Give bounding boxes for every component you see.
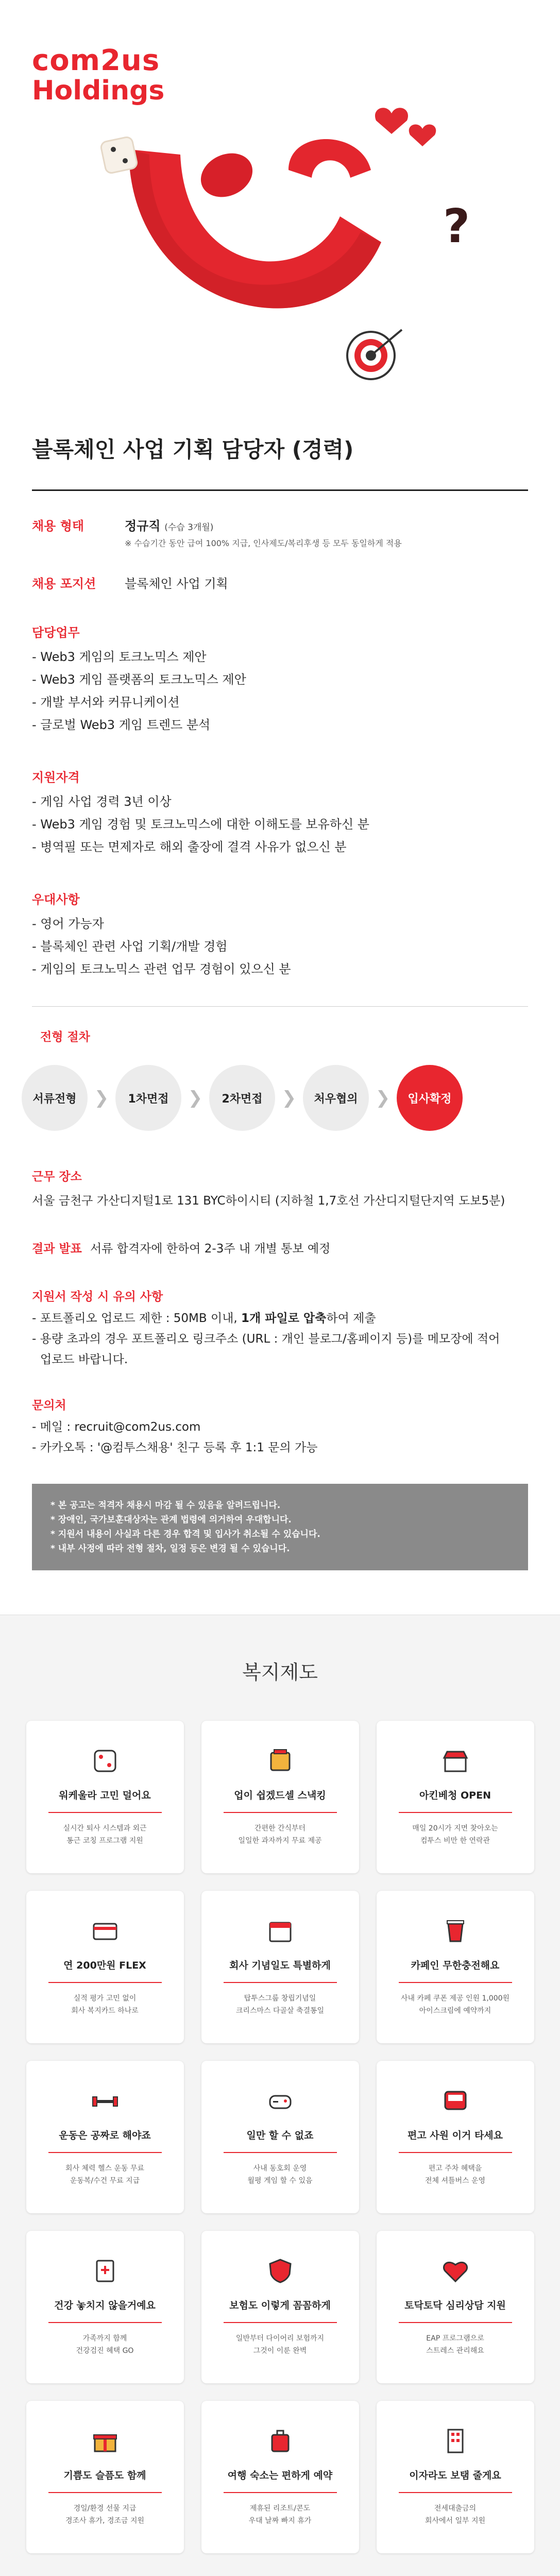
benefit-title: 이자라도 보탬 줄게요 bbox=[409, 2470, 501, 2481]
list-item: - 게임 사업 경력 3년 이상 bbox=[32, 790, 528, 813]
result-announcement bbox=[32, 1239, 528, 1256]
list-item: - 글로벌 Web3 게임 트렌드 분석 bbox=[32, 714, 528, 736]
benefit-desc: 간편한 간식부터 일일한 과자까지 무료 제공 bbox=[238, 1824, 322, 1845]
contact-kakao: - 카카오톡 : '@컴투스채용' 친구 등록 후 1:1 문의 가능 bbox=[32, 1441, 318, 1454]
benefit-desc: 사내 동호회 운영 월평 게임 할 수 있음 bbox=[247, 2164, 313, 2185]
notice-line: * 지원서 내용이 사실과 다른 경우 합격 및 입사가 취소될 수 있습니다. bbox=[50, 1529, 320, 1539]
benefit-divider bbox=[224, 2322, 337, 2323]
benefit-card bbox=[26, 2401, 184, 2553]
building-icon bbox=[440, 2426, 471, 2456]
employment-type-row bbox=[32, 516, 528, 549]
arrow-right-icon: ❯ bbox=[281, 1088, 297, 1108]
welfare-section bbox=[0, 1615, 560, 2576]
benefit-desc: 가족까지 함께 건강검진 혜택 GO bbox=[76, 2334, 134, 2355]
result-text: 서류 합격자에 한하여 2-3주 내 개별 통보 예정 bbox=[90, 1242, 331, 1256]
benefit-card bbox=[377, 2061, 534, 2213]
checkup-icon bbox=[90, 2256, 121, 2286]
qualifications-heading: 지원자격 bbox=[32, 770, 80, 785]
company-logo bbox=[32, 46, 164, 104]
dice-icon bbox=[90, 1745, 121, 1776]
logo-line-1: com2us bbox=[32, 44, 160, 77]
work-location bbox=[32, 1167, 528, 1208]
benefit-title: 업이 쉽겠드셀 스낵킹 bbox=[234, 1790, 326, 1801]
benefit-desc: 회사 체력 헬스 운동 무료 운동복/수건 무료 지급 bbox=[65, 2164, 145, 2185]
benefit-card bbox=[377, 1891, 534, 2043]
store-icon bbox=[440, 1745, 471, 1776]
benefit-divider bbox=[48, 2152, 162, 2153]
process-heading: 전형 절차 bbox=[40, 1030, 90, 1044]
benefit-desc: 실시간 퇴사 시스템과 외근 통근 코칭 프로그램 지원 bbox=[63, 1824, 147, 1845]
benefit-desc: 매일 20시가 지면 찾아오는 컴투스 비만 한 연락관 bbox=[412, 1824, 498, 1845]
docs-line: - 용량 초과의 경우 포트폴리오 링크주소 (URL : 개인 블로그/홈페이지 등)를 메모장에 적어 bbox=[32, 1332, 500, 1346]
gift-icon bbox=[90, 2426, 121, 2456]
benefit-card bbox=[377, 1721, 534, 1873]
snack-icon bbox=[265, 1745, 296, 1776]
benefit-card bbox=[201, 2401, 359, 2553]
benefit-desc: 전세대출금의 회사에서 일부 지원 bbox=[425, 2504, 486, 2525]
benefit-title: 보험도 이렇게 꼼꼼하게 bbox=[229, 2300, 331, 2311]
luggage-icon bbox=[265, 2426, 296, 2456]
hero-banner bbox=[0, 0, 560, 402]
result-heading: 결과 발표 bbox=[32, 1242, 82, 1256]
employment-type-label: 채용 형태 bbox=[32, 519, 84, 533]
position-row bbox=[32, 573, 528, 591]
benefit-title: 편고 사원 이거 타세요 bbox=[407, 2130, 503, 2141]
benefit-title: 여행 숙소는 편하게 예약 bbox=[227, 2470, 333, 2481]
docs-line: - 포트폴리오 업로드 제한 : 50MB 이내, bbox=[32, 1312, 242, 1325]
job-title: 블록체인 사업 기획 담당자 (경력) bbox=[32, 433, 528, 491]
benefit-divider bbox=[399, 1982, 512, 1983]
benefit-desc: 일반부터 다이어리 보험까지 그것이 이룬 완벽 bbox=[235, 2334, 325, 2355]
dumbbell-icon bbox=[90, 2086, 121, 2116]
svg-text:?: ? bbox=[443, 199, 470, 253]
notice-box bbox=[32, 1484, 528, 1570]
preferred-heading: 우대사항 bbox=[32, 892, 80, 907]
benefit-title: 일만 할 수 없죠 bbox=[246, 2130, 314, 2141]
list-item: - 병역필 또는 면제자로 해외 출장에 결격 사유가 없으신 분 bbox=[32, 836, 528, 858]
benefit-desc: EAP 프로그램으로 스트레스 관리해요 bbox=[426, 2334, 484, 2355]
benefit-card bbox=[26, 2061, 184, 2213]
benefit-divider bbox=[48, 1812, 162, 1813]
process-step: 1차면접 bbox=[115, 1065, 181, 1131]
employment-type-note: ※ 수습기간 동안 급여 100% 지급, 인사제도/복리후생 등 모두 동일하게 적용 bbox=[125, 538, 402, 548]
process-step-final: 입사확정 bbox=[397, 1065, 463, 1131]
benefit-title: 운동은 공짜로 해야죠 bbox=[59, 2130, 151, 2141]
benefit-title: 카페인 무한충전해요 bbox=[411, 1960, 500, 1971]
benefit-card bbox=[201, 1891, 359, 2043]
benefit-desc: 편고 주차 혜택을 전체 셔틀버스 운영 bbox=[425, 2164, 486, 2185]
benefit-card bbox=[26, 2231, 184, 2383]
position-label: 채용 포지션 bbox=[32, 577, 96, 591]
benefit-divider bbox=[48, 2322, 162, 2323]
shield-icon bbox=[265, 2256, 296, 2286]
benefit-card bbox=[26, 1891, 184, 2043]
benefit-divider bbox=[399, 1812, 512, 1813]
coffee-icon bbox=[440, 1916, 471, 1946]
application-notes bbox=[32, 1287, 528, 1370]
docs-heading: 지원서 작성 시 유의 사항 bbox=[32, 1290, 163, 1303]
location-heading: 근무 장소 bbox=[32, 1170, 82, 1183]
duties-block bbox=[32, 622, 528, 736]
process-step: 서류전형 bbox=[22, 1065, 88, 1131]
list-item: - 개발 부서와 커뮤니케이션 bbox=[32, 691, 528, 714]
benefit-desc: 탑투스그룹 창립기념일 크리스마스 다골살 축결통일 bbox=[235, 1994, 325, 2015]
divider bbox=[32, 1006, 528, 1007]
benefit-title: 건강 놓치지 않을거예요 bbox=[54, 2300, 156, 2311]
benefit-title: 워케울라 고민 덜어요 bbox=[59, 1790, 151, 1801]
benefit-desc: 사내 카페 쿠폰 제공 인원 1,000원 아이스크림에 예약까지 bbox=[400, 1994, 510, 2015]
position-value: 블록체인 사업 기획 bbox=[125, 577, 228, 591]
arrow-right-icon: ❯ bbox=[375, 1088, 391, 1108]
game-icon bbox=[265, 2086, 296, 2116]
arrow-right-icon: ❯ bbox=[188, 1088, 203, 1108]
list-item: - 블록체인 관련 사업 기획/개발 경험 bbox=[32, 935, 528, 958]
list-item: - 영어 가능자 bbox=[32, 912, 528, 935]
benefit-divider bbox=[399, 2152, 512, 2153]
benefit-divider bbox=[48, 2492, 162, 2493]
notice-line: * 내부 사정에 따라 전형 절차, 일정 등은 변경 될 수 있습니다. bbox=[50, 1544, 290, 1554]
location-text: 서울 금천구 가산디지털1로 131 BYC하이시티 (지하철 1,7호선 가산디지털단지역 도보5분) bbox=[32, 1194, 505, 1208]
benefit-desc: 경일/환경 선물 지급 경조사 휴가, 경조금 지원 bbox=[65, 2504, 145, 2525]
benefit-title: 기쁨도 슬픔도 함께 bbox=[63, 2470, 146, 2481]
welfare-grid bbox=[0, 1721, 560, 2553]
docs-line: 하여 제출 bbox=[326, 1312, 376, 1325]
process-steps bbox=[22, 1065, 560, 1131]
benefit-divider bbox=[48, 1982, 162, 1983]
employment-type-small: (수습 3개월) bbox=[164, 522, 214, 533]
list-item: - Web3 게임 플랫폼의 토크노믹스 제안 bbox=[32, 668, 528, 691]
benefit-desc: 제휴된 리조트/콘도 우대 날짜 빠지 휴가 bbox=[248, 2504, 312, 2525]
benefit-title: 토닥토닥 심리상담 지원 bbox=[404, 2300, 506, 2311]
contact-info bbox=[32, 1396, 528, 1458]
contact-heading: 문의처 bbox=[32, 1399, 66, 1412]
docs-line: 업로드 바랍니다. bbox=[40, 1353, 128, 1366]
benefit-card bbox=[377, 2401, 534, 2553]
card-icon bbox=[90, 1916, 121, 1946]
list-item: - 게임의 토크노믹스 관련 업무 경험이 있으신 분 bbox=[32, 958, 528, 980]
benefit-card bbox=[201, 1721, 359, 1873]
benefit-card bbox=[26, 1721, 184, 1873]
welfare-title: 복지제도 bbox=[242, 1661, 318, 1684]
docs-highlight: 1개 파일로 압축 bbox=[241, 1312, 327, 1325]
notice-line: * 장애인, 국가보훈대상자는 관계 법령에 의거하여 우대합니다. bbox=[50, 1515, 292, 1525]
contact-email[interactable]: - 메일 : recruit@com2us.com bbox=[32, 1420, 201, 1434]
benefit-divider bbox=[399, 2322, 512, 2323]
qualifications-block bbox=[32, 767, 528, 858]
benefit-title: 회사 기념일도 특별하게 bbox=[229, 1960, 331, 1971]
benefit-divider bbox=[224, 1982, 337, 1983]
benefit-divider bbox=[224, 2152, 337, 2153]
benefit-desc: 실적 평가 고민 없이 회사 복지카드 하나로 bbox=[71, 1994, 139, 2015]
logo-line-2: Holdings bbox=[32, 75, 165, 106]
notice-line: * 본 공고는 적격자 채용시 마감 될 수 있음을 알려드립니다. bbox=[50, 1500, 281, 1511]
benefit-title: 연 200만원 FLEX bbox=[63, 1960, 146, 1971]
benefit-title: 아킨베청 OPEN bbox=[419, 1790, 491, 1801]
heart-icon bbox=[440, 2256, 471, 2286]
benefit-card bbox=[377, 2231, 534, 2383]
process-step: 처우협의 bbox=[303, 1065, 369, 1131]
bus-icon bbox=[440, 2086, 471, 2116]
preferred-block bbox=[32, 889, 528, 980]
process-step: 2차면접 bbox=[209, 1065, 275, 1131]
benefit-divider bbox=[399, 2492, 512, 2493]
benefit-card bbox=[201, 2231, 359, 2383]
job-info bbox=[32, 516, 528, 980]
employment-type-value: 정규직 bbox=[125, 519, 161, 533]
calendar-icon bbox=[265, 1916, 296, 1946]
benefit-divider bbox=[224, 2492, 337, 2493]
benefit-divider bbox=[224, 1812, 337, 1813]
benefit-card bbox=[201, 2061, 359, 2213]
list-item: - Web3 게임 경험 및 토크노믹스에 대한 이해도를 보유하신 분 bbox=[32, 813, 528, 836]
duties-heading: 담당업무 bbox=[32, 625, 80, 640]
arrow-right-icon: ❯ bbox=[94, 1088, 109, 1108]
list-item: - Web3 게임의 토크노믹스 제안 bbox=[32, 646, 528, 668]
